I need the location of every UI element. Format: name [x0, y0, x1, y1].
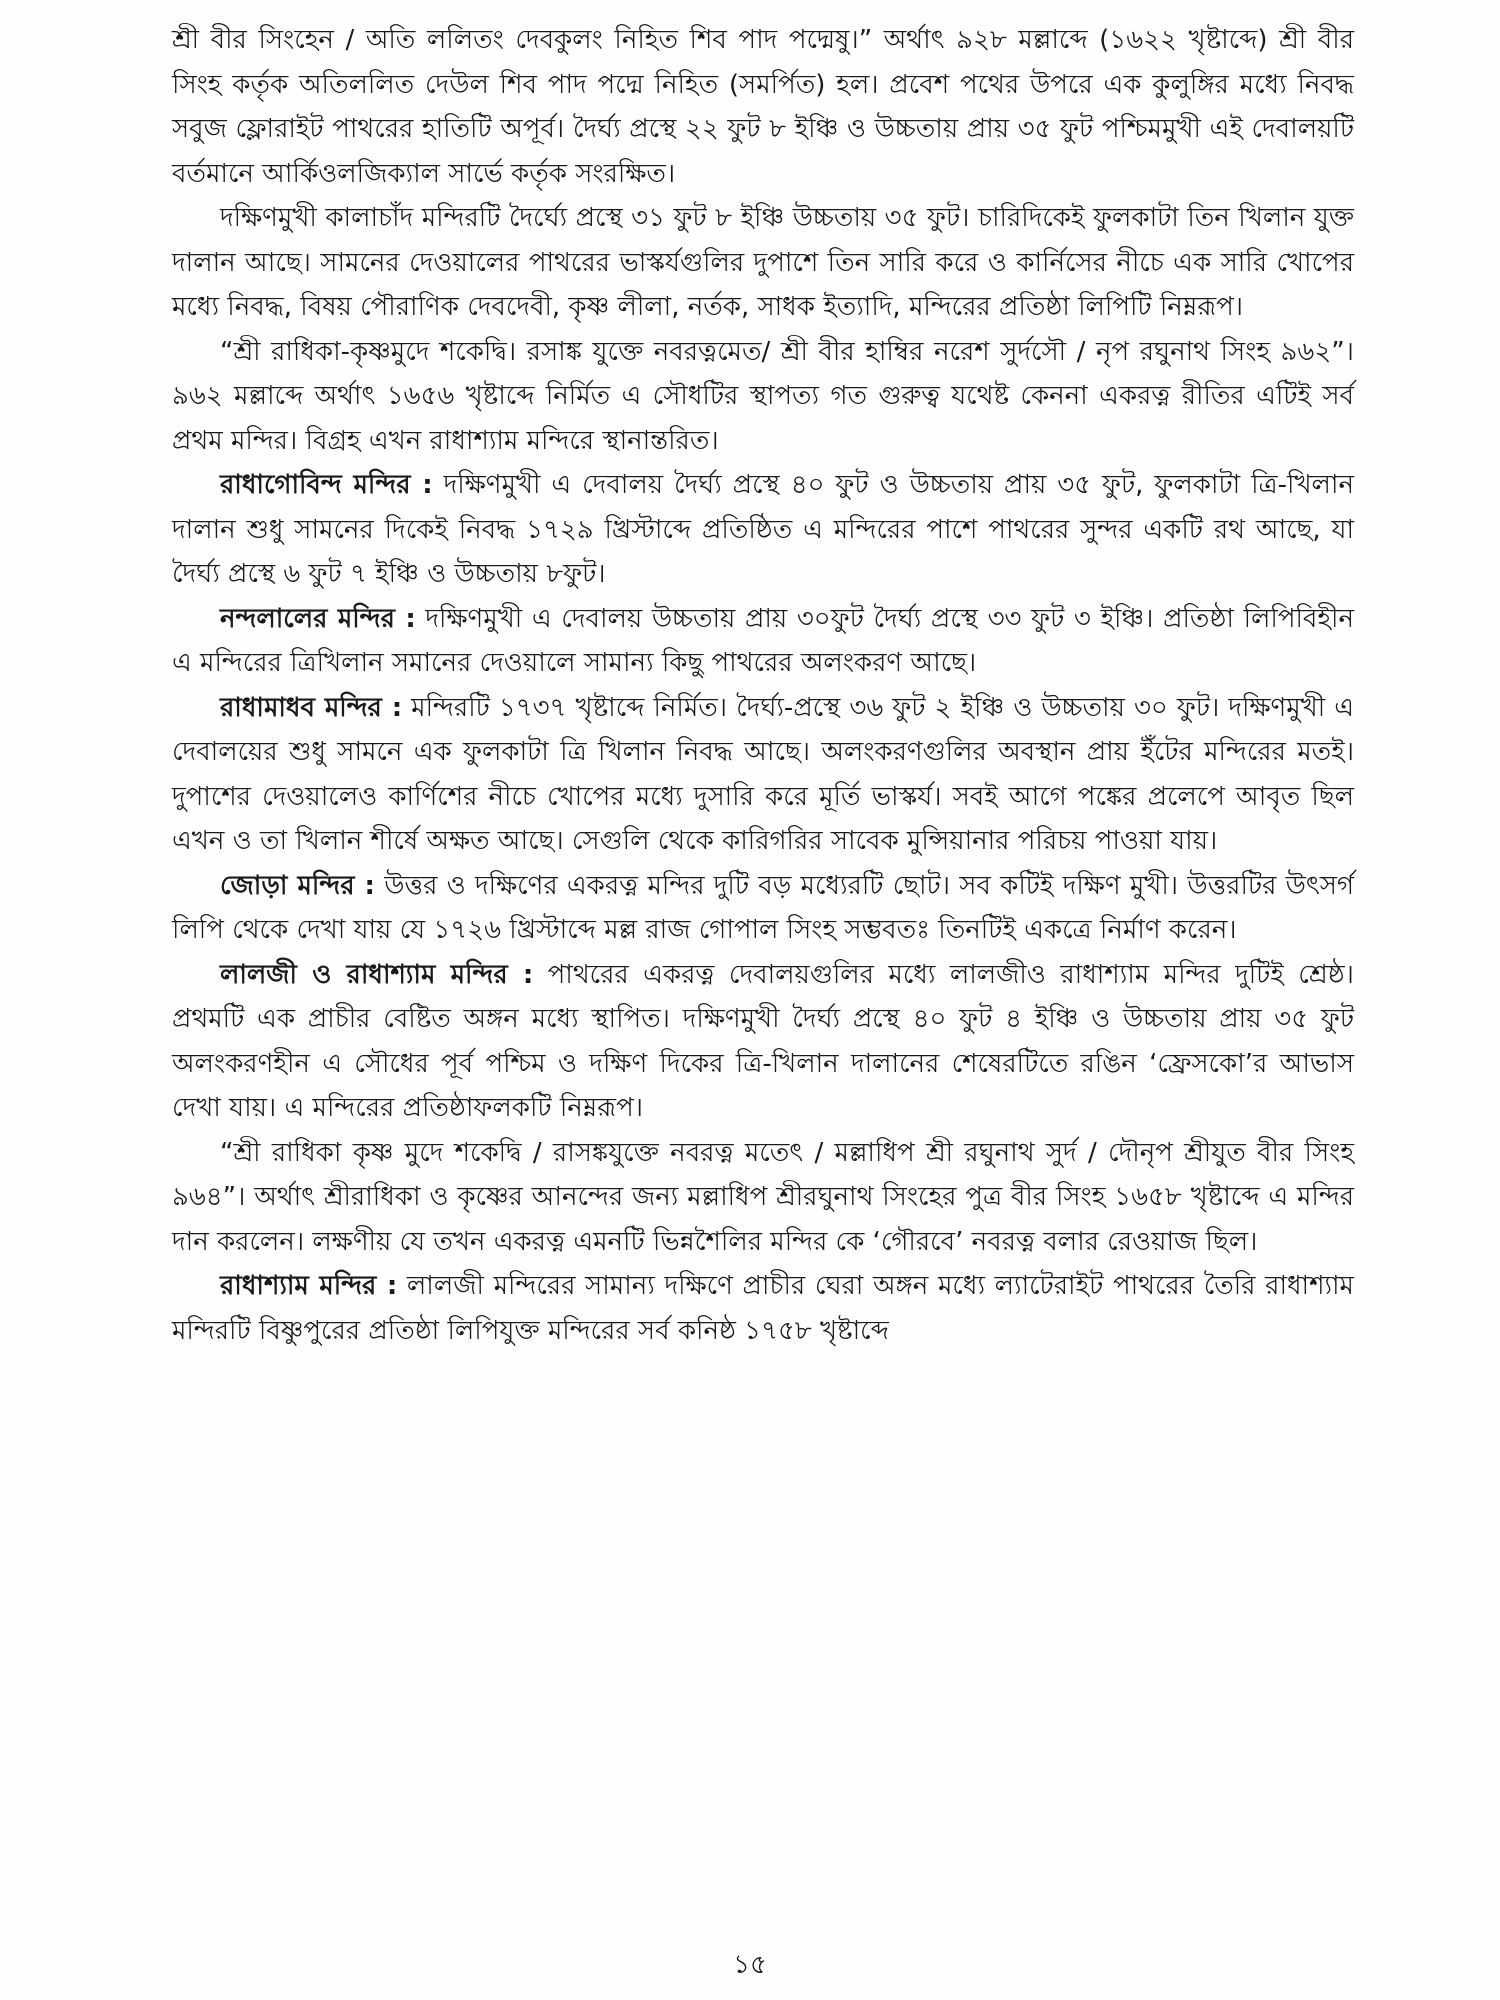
paragraph-10 [172, 1264, 1354, 1353]
paragraph-2-text: দক্ষিণমুখী কালাচাঁদ মন্দিরটি দৈর্ঘ্যে প্রস্থে ৩১ ফুট ৮ ইঞ্চি উচ্চতায় ৩৫ ফুট। চারিদিকেই ফুলকাটা তিন খিলান যুক্ত দালান আছে। সামনের দেওয়ালের পাথরের ভাস্কর্যগুলির দুপাশে তিন সারি করে ও কার্নিসের নীচে এক সারি খোপের মধ্যে নিবদ্ধ, বিষয় পৌরাণিক দেবদেবী, কৃষ্ণ লীলা, নর্তক, সাধক ইত্যাদি, মন্দিরের প্রতিষ্ঠা লিপিটি নিম্নরূপ। [172, 203, 1354, 322]
paragraph-7-heading: জোড়া মন্দির : [220, 870, 375, 901]
paragraph-7 [172, 864, 1354, 953]
paragraph-4-text: দক্ষিণমুখী এ দেবালয় দৈর্ঘ্য প্রস্থে ৪০ ফুট ও উচ্চতায় প্রায় ৩৫ ফুট, ফুলকাটা ত্রি-খিলান দালান শুধু সামনের দিকেই নিবদ্ধ ১৭২৯ খ্রিস্টাব্দে প্রতিষ্ঠিত এ মন্দিরের পাশে পাথরের সুন্দর একটি রথ আছে, যা দৈর্ঘ্য প্রস্থে ৬ ফুট ৭ ইঞ্চি ও উচ্চতায় ৮ফুট। [172, 470, 1354, 589]
paragraph-5 [172, 597, 1354, 686]
paragraph-4 [172, 463, 1354, 597]
paragraph-6-text: মন্দিরটি ১৭৩৭ খৃষ্টাব্দে নির্মিত। দৈর্ঘ্য-প্রস্থে ৩৬ ফুট ২ ইঞ্চি ও উচ্চতায় ৩০ ফুট। দক্ষিণমুখী এ দেবালয়ের শুধু সামনে এক ফুলকাটা ত্রি খিলান নিবদ্ধ আছে। অলংকরণগুলির অবস্থান প্রায় ইঁটের মন্দিরের মতই। দুপাশের দেওয়ালেও কার্ণিশের নীচে খোপের মধ্যে দুসারি করে মূর্তি ভাস্কর্য। সবই আগে পঙ্কের প্রলেপে আবৃত ছিল এখন ও তা খিলান শীর্ষে অক্ষত আছে। সেগুলি থেকে কারিগরির সাবেক মুন্সিয়ানার পরিচয় পাওয়া যায়। [172, 692, 1355, 856]
paragraph-6-heading: রাধামাধব মন্দির : [220, 692, 403, 723]
paragraph-6 [172, 686, 1354, 864]
paragraph-4-heading: রাধাগোবিন্দ মন্দির : [220, 470, 433, 500]
paragraph-5-text: দক্ষিণমুখী এ দেবালয় উচ্চতায় প্রায় ৩০ফুট দৈর্ঘ্য প্রস্থে ৩৩ ফুট ৩ ইঞ্চি। প্রতিষ্ঠা লিপিবিহীন এ মন্দিরের ত্রিখিলান সমানের দেওয়ালে সামান্য কিছু পাথরের অলংকরণ আছে। [172, 603, 1354, 678]
paragraph-3-text: “শ্রী রাধিকা-কৃষ্ণমুদে শকেদ্বি। রসাঙ্ক যুক্তে নবরত্নমেত/ শ্রী বীর হাম্বির নরেশ সুর্দসৌ / নৃপ রঘুনাথ সিংহ ৯৬২”। ৯৬২ মল্লাব্দে অর্থাৎ ১৬৫৬ খৃষ্টাব্দে নির্মিত এ সৌধটির স্থাপত্য গত গুরুত্ব যথেষ্ট কেননা একরত্ন রীতির এটিই সর্ব প্রথম মন্দির। বিগ্রহ এখন রাধাশ্যাম মন্দিরে স্থানান্তরিত। [172, 336, 1354, 456]
paragraph-10-heading: রাধাশ্যাম মন্দির : [220, 1271, 398, 1301]
paragraph-9 [172, 1131, 1354, 1265]
paragraph-9-text: “শ্রী রাধিকা কৃষ্ণ মুদে শকেদ্বি / রাসঙ্কযুক্তে নবরত্ন মতেৎ / মল্লাধিপ শ্রী রঘুনাথ সুর্দ / দৌনৃপ শ্রীযুত বীর সিংহ ৯৬৪”। অর্থাৎ শ্রীরাধিকা ও কৃষ্ণের আনন্দের জন্য মল্লাধিপ শ্রীরঘুনাথ সিংহের পুত্র বীর সিংহ ১৬৫৮ খৃষ্টাব্দে এ মন্দির দান করলেন। লক্ষণীয় যে তখন একরত্ন এমনটি ভিন্নশৈলির মন্দির কে ‘গৌরবে’ নবরত্ন বলার রেওয়াজ ছিল। [172, 1137, 1354, 1257]
paragraph-10-text: লালজী মন্দিরের সামান্য দক্ষিণে প্রাচীর ঘেরা অঙ্গন মধ্যে ল্যাটেরাইট পাথরের তৈরি রাধাশ্যাম মন্দিরটি বিষ্ণুপুরের প্রতিষ্ঠা লিপিযুক্ত মন্দিরের সর্ব কনিষ্ঠ ১৭৫৮ খৃষ্টাব্দে [172, 1271, 1354, 1346]
paragraph-8-text: পাথরের একরত্ন দেবালয়গুলির মধ্যে লালজীও রাধাশ্যাম মন্দির দুটিই শ্রেষ্ঠ। প্রথমটি এক প্রাচীর বেষ্টিত অঙ্গন মধ্যে স্থাপিত। দক্ষিণমুখী দৈর্ঘ্য প্রস্থে ৪০ ফুট ৪ ইঞ্চি ও উচ্চতায় প্রায় ৩৫ ফুট অলংকরণহীন এ সৌধের পূর্ব পশ্চিম ও দক্ষিণ দিকের ত্রি-খিলান দালানের শেষেরটিতে রঙিন ‘ফ্রেসকো’র আভাস দেখা যায়। এ মন্দিরের প্রতিষ্ঠাফলকটি নিম্নরূপ। [172, 959, 1354, 1123]
paragraph-2 [172, 196, 1354, 330]
paragraph-1 [172, 18, 1354, 196]
paragraph-3 [172, 330, 1354, 464]
paragraph-8 [172, 953, 1354, 1131]
paragraph-7-text: উত্তর ও দক্ষিণের একরত্ন মন্দির দুটি বড় মধ্যেরটি ছোট। সব কটিই দক্ষিণ মুখী। উত্তরটির উৎসর্গ লিপি থেকে দেখা যায় যে ১৭২৬ খ্রিস্টাব্দে মল্ল রাজ গোপাল সিংহ সম্ভবতঃ তিনটিই একত্রে নির্মাণ করেন। [172, 870, 1354, 945]
body-text [172, 18, 1354, 1353]
paragraph-8-heading: লালজী ও রাধাশ্যাম মন্দির : [220, 959, 534, 990]
page-number: ১৫ [733, 1950, 767, 1980]
paragraph-5-heading: নন্দলালের মন্দির : [220, 603, 416, 634]
paragraph-1-text: শ্রী বীর সিংহেন / অতি ললিতং দেবকুলং নিহিত শিব পাদ পদ্মেষু।” অর্থাৎ ৯২৮ মল্লাব্দে (১৬২২ খৃষ্টাব্দে) শ্রী বীর সিংহ কর্তৃক অতিললিত দেউল শিব পাদ পদ্মে নিহিত (সমর্পিত) হল। প্রবেশ পথের উপরে এক কুলুঙ্গির মধ্যে নিবদ্ধ সবুজ ফ্লোরাইট পাথরের হাতিটি অপূর্ব। দৈর্ঘ্য প্রস্থে ২২ ফুট ৮ ইঞ্চি ও উচ্চতায় প্রায় ৩৫ ফুট পশ্চিমমুখী এই দেবালয়টি বর্তমানে আর্কিওলজিক্যাল সার্ভে কর্তৃক সংরক্ষিত। [172, 25, 1354, 189]
